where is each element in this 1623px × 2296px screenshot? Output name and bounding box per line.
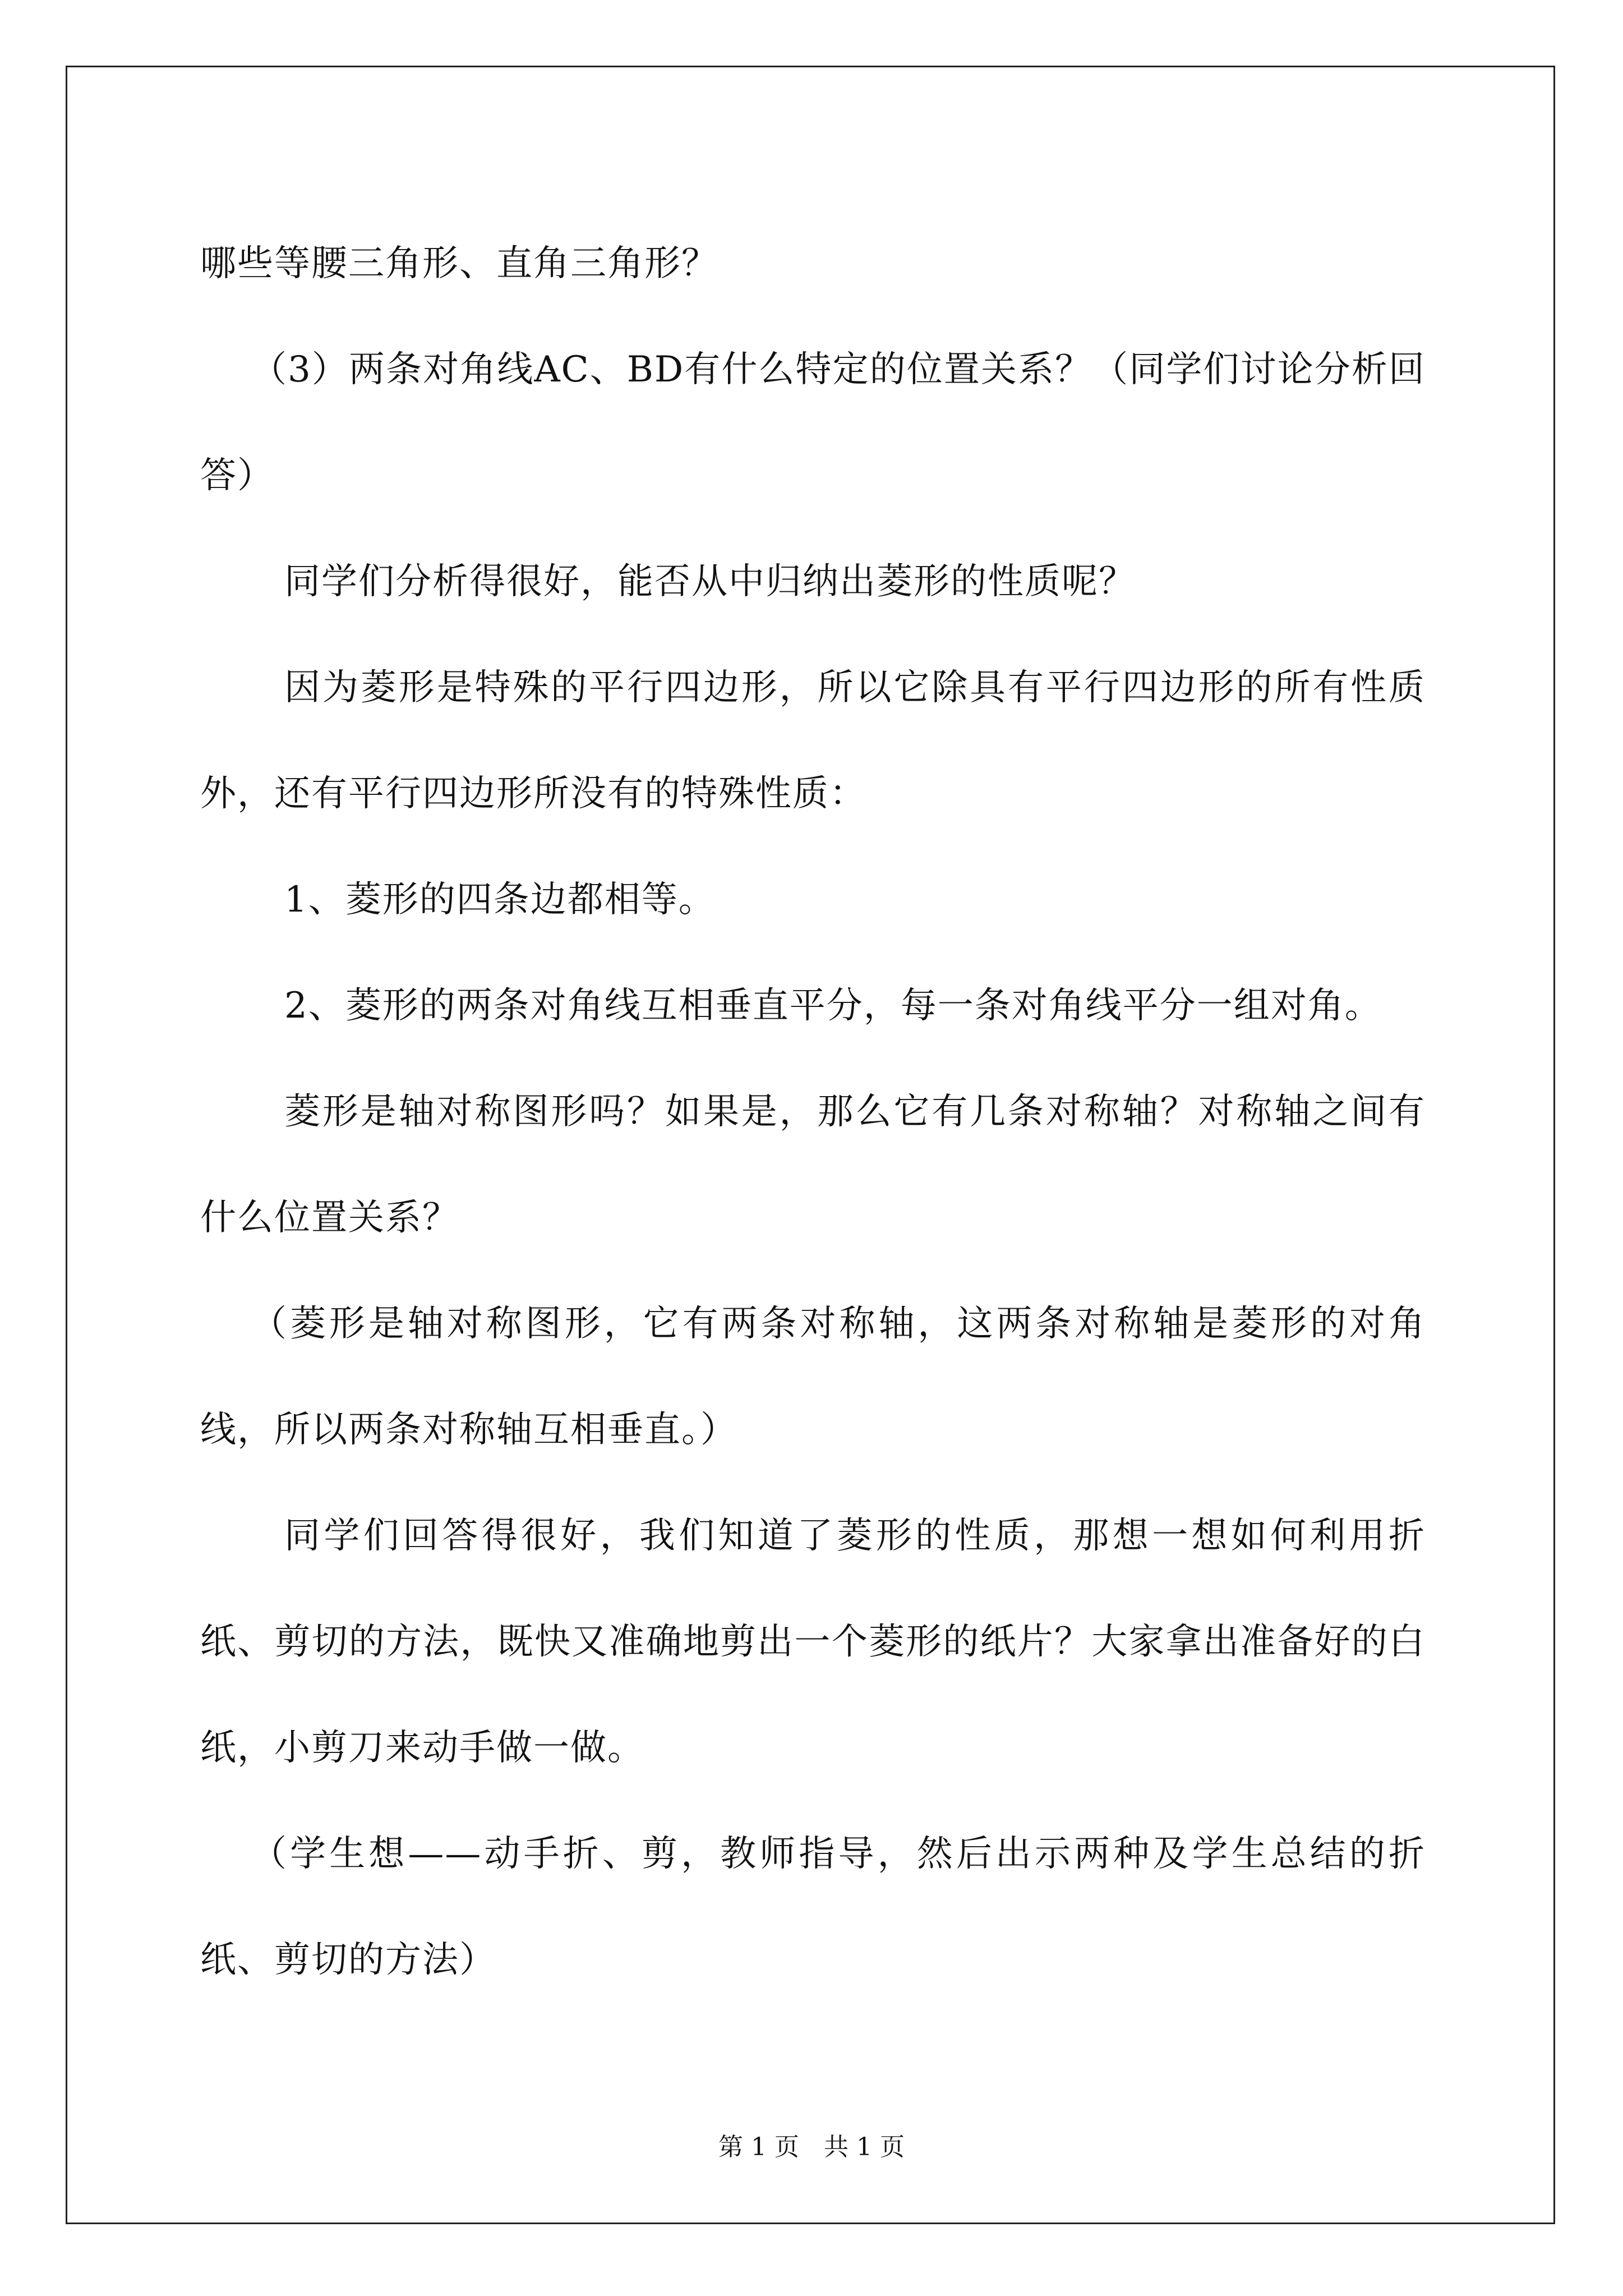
- paragraph-1: 哪些等腰三角形、直角三角形？: [200, 243, 718, 284]
- document-body: [200, 211, 1426, 2013]
- paragraph-4: 因为菱形是特殊的平行四边形，所以它除具有平行四边形的所有性质外，还有平行四边形所没有的特殊性质：: [200, 667, 1426, 815]
- paragraph-6: 2、菱形的两条对角线互相垂直平分，每一条对角线平分一组对角。: [284, 985, 1382, 1027]
- paragraph-2: （3）两条对角线AC、BD有什么特定的位置关系？（同学们讨论分析回答）: [200, 349, 1426, 496]
- paragraph-8: （菱形是轴对称图形，它有两条对称轴，这两条对称轴是菱形的对角线，所以两条对称轴互相垂直。）: [200, 1303, 1426, 1451]
- paragraph-7: 菱形是轴对称图形吗？如果是，那么它有几条对称轴？对称轴之间有什么位置关系？: [200, 1091, 1426, 1239]
- paragraph-5: 1、菱形的四条边都相等。: [284, 879, 716, 921]
- paragraph-10: （学生想——动手折、剪，教师指导，然后出示两种及学生总结的折纸、剪切的方法）: [200, 1833, 1426, 1981]
- paragraph-3: 同学们分析得很好，能否从中归纳出菱形的性质呢？: [284, 561, 1136, 602]
- paragraph-9: 同学们回答得很好，我们知道了菱形的性质，那想一想如何利用折纸、剪切的方法，既快又准确地剪出一个菱形的纸片？大家拿出准备好的白纸，小剪刀来动手做一做。: [200, 1515, 1426, 1769]
- page-footer: 第 1 页 共 1 页: [718, 2133, 905, 2161]
